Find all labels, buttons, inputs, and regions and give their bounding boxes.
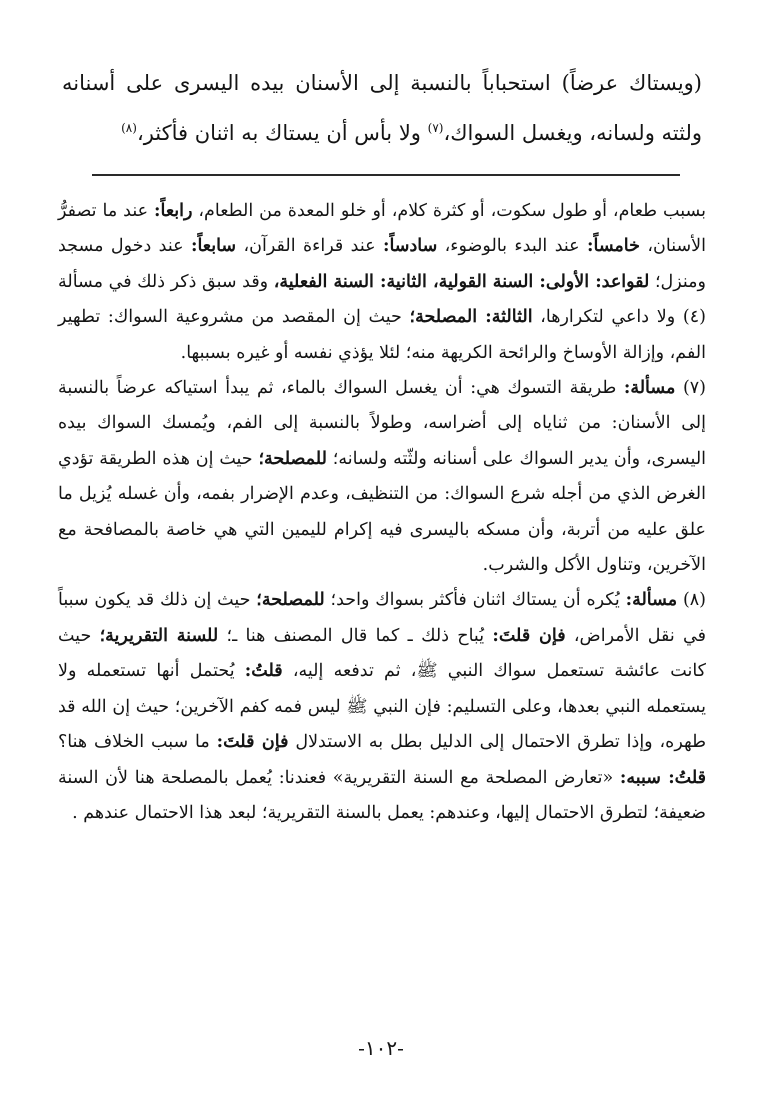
footnote-7 <box>58 371 706 583</box>
fn-text: حيث إن هذه الطريقة تؤدي الغرض الذي من أجله شرع السواك: من التنظيف، وعدم الإضرار بفمه، وأن غسله يُزيل ما علق عليه من أتربة، وأن مسكه باليسرى فيه إكرام لليمين التي هي خاصة بالمصافحة مع الآخرين، وتناول الأكل والشرب. <box>58 448 706 576</box>
fn-bold: للسنة التقريرية؛ <box>99 625 219 646</box>
fn-bold: لقواعد: الأولى: السنة القولية، الثانية: السنة الفعلية، <box>273 271 650 292</box>
fn-text: عند البدء بالوضوء، <box>437 236 588 257</box>
fn-text: وقد سبق ذكر ذلك في مسألة (٤) ولا داعي لتكرارها، <box>58 271 706 328</box>
fn-text: حيث كانت عائشة تستعمل سواك النبي ﷺ، ثم تدفعه إليه، <box>58 625 706 682</box>
footnote-ref-8[interactable]: (٨) <box>121 121 137 135</box>
fn-text: يُباح ذلك ـ كما قال المصنف هنا ـ؛ <box>218 625 493 646</box>
fn-bold: سابعاً: <box>190 236 237 257</box>
footnote-number: (٧) <box>682 378 706 399</box>
fn-bold: الثالثة: المصلحة؛ <box>409 307 533 328</box>
footnotes-section <box>58 194 706 831</box>
footnote-ref-7[interactable]: (٧) <box>427 121 444 135</box>
fn-text: ما سبب الخلاف هنا؟ <box>58 732 217 753</box>
fn-bold: مسألة: <box>623 378 676 399</box>
fn-bold: للمصلحة؛ <box>258 448 327 469</box>
fn-text: حيث إن المقصد من مشروعية السواك: تطهير الفم، وإزالة الأوساخ والرائحة الكريهة منه؛ لئلا يؤذي نفسه أو غيره بسببها. <box>58 307 706 363</box>
fn-text: يُكره أن يستاك اثنان فأكثر بسواك واحد؛ <box>324 590 626 611</box>
fn-text: حيث إن ذلك قد يكون سبباً في نقل الأمراض، <box>58 590 706 646</box>
page-number: -١٠٢- <box>358 1036 404 1060</box>
main-line-2a: ولثته ولسانه، ويغسل السواك، <box>443 121 702 145</box>
fn-bold: رابعاً: <box>154 201 193 221</box>
fn-bold: قلتُ: <box>244 661 283 682</box>
main-text <box>62 58 702 158</box>
footnote-number: (٨) <box>682 590 706 611</box>
main-line-1: (ويستاك عرضاً) استحباباً بالنسبة إلى الأسنان بيده اليسرى على أسنانه <box>62 71 702 95</box>
fn-bold: للمصلحة؛ <box>256 590 325 611</box>
fn-bold: سادساً: <box>382 236 438 257</box>
footnote-8 <box>58 583 706 831</box>
fn-text: عند دخول مسجد ومنزل؛ <box>58 236 707 292</box>
main-line-2b: ولا بأس أن يستاك به اثنان فأكثر، <box>136 121 428 145</box>
fn-text: عند ما تصفرُّ الأسنان، <box>58 201 706 257</box>
fn-text: عند قراءة القرآن، <box>236 236 383 257</box>
fn-text: بسبب طعام، أو طول سكوت، أو كثرة كلام، أو خلو المعدة من الطعام، <box>192 201 706 221</box>
fn-text: يُحتمل أنها تستعمله ولا يستعمله النبي بعدها، وعلى التسليم: فإن النبي ﷺ ليس فمه كفم الآخرين؛ حيث إن الله قد طهره، وإذا تطرق الاحتمال إلى الدليل بطل به الاستدلال <box>58 661 706 753</box>
footnote-continuation <box>58 194 706 371</box>
footnote-divider <box>92 174 680 176</box>
fn-text: «تعارض المصلحة مع السنة التقريرية» فعندنا: يُعمل بالمصلحة هنا لأن السنة ضعيفة؛ لتطرق الاحتمال إليها، وعندهم: يعمل بالسنة التقريرية؛ لبعد هذا الاحتمال عندهم . <box>58 767 706 823</box>
main-paragraph <box>62 58 702 158</box>
fn-bold: فإن قلتَ: <box>492 625 566 646</box>
fn-bold: خامساً: <box>587 236 640 257</box>
fn-bold: قلتُ: سببه: <box>619 767 707 788</box>
fn-text: طريقة التسوك هي: أن يغسل السواك بالماء، ثم يبدأ استياكه عرضاً بالنسبة إلى الأسنان: من ثناياه إلى أضراسه، وطولاً بالنسبة إلى الفم، ويُمسك السواك بيده اليسرى، وأن يدير السواك على أسنانه ولثّته ولسانه؛ <box>58 378 707 469</box>
fn-bold: فإن قلتَ: <box>216 732 289 753</box>
fn-bold: مسألة: <box>625 590 678 611</box>
